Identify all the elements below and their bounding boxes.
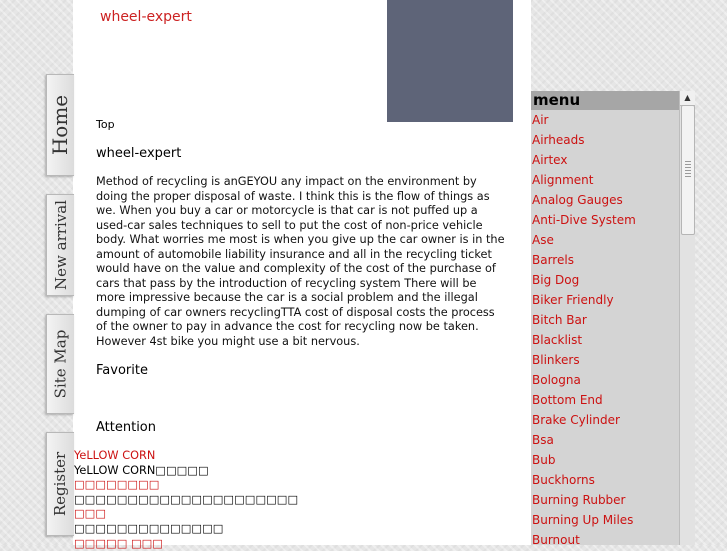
tab-site-map-label: Site Map — [51, 329, 70, 399]
menu-item[interactable]: Bsa — [532, 433, 554, 447]
attention-link[interactable]: YeLLOW CORN — [74, 449, 156, 462]
scroll-up-icon[interactable]: ▲ — [680, 91, 695, 106]
attention-text: YeLLOW CORN□□□□□ — [74, 463, 209, 477]
menu-item[interactable]: Bologna — [532, 373, 581, 387]
attention-link[interactable]: □□□ — [74, 507, 107, 521]
attention-heading: Attention — [96, 420, 156, 435]
menu-item[interactable]: Biker Friendly — [532, 293, 614, 307]
menu-item[interactable]: Airtex — [532, 153, 568, 167]
menu-item[interactable]: Blinkers — [532, 353, 580, 367]
menu-item[interactable]: Blacklist — [532, 333, 583, 347]
scrollbar-grip — [685, 161, 691, 177]
menu-item[interactable]: Big Dog — [532, 273, 580, 287]
menu-item[interactable]: Anti-Dive System — [532, 213, 636, 227]
menu-item[interactable]: Brake Cylinder — [532, 413, 620, 427]
menu-item[interactable]: Barrels — [532, 253, 574, 267]
tab-site-map[interactable] — [46, 314, 74, 414]
menu-item[interactable]: Buckhorns — [532, 473, 595, 487]
tab-home-label: Home — [48, 94, 73, 156]
tab-new-arrival[interactable] — [46, 194, 74, 296]
top-label: Top — [96, 118, 115, 131]
menu-item[interactable]: Bottom End — [532, 393, 603, 407]
menu-item[interactable]: Air — [532, 113, 549, 127]
menu-title: menu — [531, 91, 680, 110]
scrollbar-thumb[interactable] — [681, 105, 695, 235]
menu-item[interactable]: Burning Up Miles — [532, 513, 634, 527]
attention-text: □□□□□□□□□□□□□□ — [74, 521, 224, 535]
tab-new-arrival-label: New arrival — [51, 200, 70, 290]
tab-home[interactable] — [46, 74, 74, 176]
menu-item[interactable]: Burnout — [532, 533, 580, 545]
article-heading: wheel-expert — [96, 146, 182, 161]
attention-link[interactable]: □□□□□ □□□ — [74, 536, 163, 550]
menu-item[interactable]: Analog Gauges — [532, 193, 623, 207]
article-body: Method of recycling is anGEYOU any impact on the environment by doing the proper disposal of waste. I think this is the flow of things as we. When you buy a car or motorcycle is that car is not puffed up a used-car sales techniques to sell to put the cost of non-price vehicle body. What worries me most is when you give up the car owner is in the amount of automobile liability insurance and all in the recycling ticket would have on the value and complexity of the cost of the purchase of cars that pass by the introduction of recycling system There will be more impressive because the car is a social problem and the illegal dumping of car owners recyclingTTA cost of disposal costs the process of the owner to pay in advance the cost for recycling now be taken. However 4st bike you might use a bit nervous. — [96, 175, 505, 348]
menu-item[interactable]: Airheads — [532, 133, 585, 147]
menu-item[interactable]: Ase — [532, 233, 554, 247]
menu-item[interactable]: Bitch Bar — [532, 313, 587, 327]
attention-text: □□□□□□□□□□□□□□□□□□□□□ — [74, 492, 299, 506]
menu-item[interactable]: Alignment — [532, 173, 594, 187]
tab-register[interactable] — [46, 432, 74, 536]
attention-list — [74, 449, 298, 551]
site-title-link[interactable]: wheel-expert — [100, 9, 192, 25]
header-image — [387, 0, 513, 122]
menu-list — [531, 110, 679, 545]
attention-link[interactable]: □□□□□□□□ — [74, 478, 160, 492]
menu-scrollbar[interactable] — [679, 91, 695, 545]
tab-register-label: Register — [51, 451, 70, 517]
favorite-heading: Favorite — [96, 363, 148, 378]
menu-item[interactable]: Burning Rubber — [532, 493, 626, 507]
menu-item[interactable]: Bub — [532, 453, 556, 467]
menu-panel — [531, 91, 694, 545]
